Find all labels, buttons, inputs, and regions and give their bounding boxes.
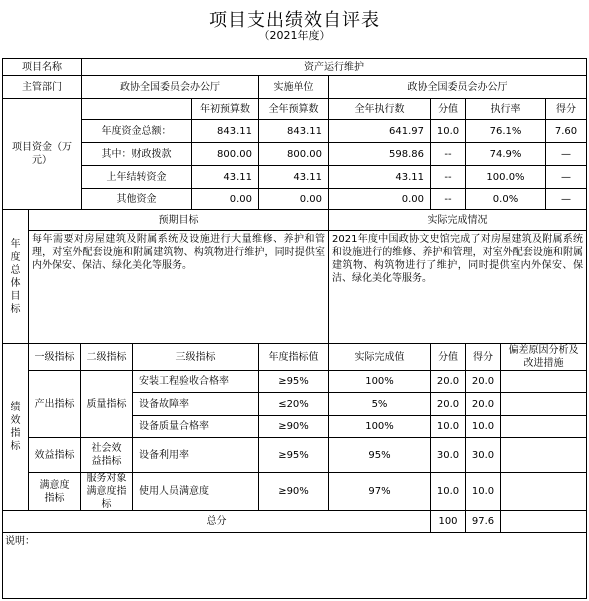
perf-row-level3: 安装工程验收合格率	[132, 370, 259, 393]
funds-row-annual: 43.11	[258, 165, 329, 189]
funds-row-executed: 641.97	[328, 119, 431, 143]
perf-row-score: 30.0	[465, 437, 501, 473]
perf-row-note	[500, 392, 587, 416]
funds-row-name: 其中：财政拨款	[81, 142, 192, 166]
perf-row-actual: 97%	[328, 472, 431, 511]
funds-row-rate: 76.1%	[465, 119, 546, 143]
total-score: 97.6	[465, 510, 501, 533]
funds-row-name: 上年结转资金	[81, 165, 192, 189]
expected-goals-text: 每年需要对房屋建筑及附属系统及设施进行大量维修、养护和管理，对室外配套设施和附属建筑物、构筑物进行维护，同时提供室内外保安、保洁、绿化美化等服务。	[32, 234, 325, 271]
total-note	[500, 510, 587, 533]
funds-row-weight: --	[430, 188, 466, 210]
page-title: 项目支出绩效自评表	[209, 10, 380, 31]
actual-completion-text: 2021年度中国政协文史馆完成了对房屋建筑及附属系统和设施进行的维修、养护和管理，对室外配套设施和附属建筑物、构筑物进行了维护，同时提供室内外保安、保洁、绿化美化等服务。	[332, 234, 583, 284]
funds-row-initial: 43.11	[191, 165, 259, 189]
perf-row-weight: 20.0	[430, 392, 466, 416]
perf-row-note	[500, 472, 587, 511]
perf-row-target: ≥95%	[258, 370, 329, 393]
funds-header-executed: 全年执行数	[328, 98, 431, 120]
perf-level2-service: 服务对象满意度指标	[80, 472, 133, 511]
perf-row-actual: 100%	[328, 370, 431, 393]
perf-header-actual: 实际完成值	[328, 343, 431, 371]
perf-row-level3: 设备故障率	[132, 392, 259, 416]
perf-header-score: 得分	[465, 343, 501, 371]
total-label: 总分	[2, 510, 431, 533]
funds-row-score: —	[545, 165, 587, 189]
perf-row-weight: 30.0	[430, 437, 466, 473]
funds-row-annual: 0.00	[258, 188, 329, 210]
funds-row-initial: 0.00	[191, 188, 259, 210]
perf-label: 绩效指标	[2, 343, 29, 511]
funds-row-rate: 74.9%	[465, 142, 546, 166]
dept-value: 政协全国委员会办公厅	[81, 75, 259, 99]
funds-row-initial: 843.11	[191, 119, 259, 143]
funds-header-weight: 分值	[430, 98, 466, 120]
funds-header-annual: 全年预算数	[258, 98, 329, 120]
project-name-label: 项目名称	[2, 58, 82, 76]
total-weight: 100	[430, 510, 466, 533]
perf-row-target: ≥95%	[258, 437, 329, 473]
funds-row-initial: 800.00	[191, 142, 259, 166]
implementing-unit-value: 政协全国委员会办公厅	[328, 75, 587, 99]
funds-row-weight: --	[430, 165, 466, 189]
annual-goals-label: 年度总体目标	[2, 209, 29, 344]
perf-header-target: 年度指标值	[258, 343, 329, 371]
perf-row-score: 20.0	[465, 370, 501, 393]
actual-completion-header: 实际完成情况	[328, 209, 587, 231]
perf-row-score: 10.0	[465, 415, 501, 438]
notes-label: 说明：	[5, 536, 35, 547]
perf-row-note	[500, 437, 587, 473]
perf-level2-quality: 质量指标	[80, 370, 133, 438]
funds-label: 项目资金（万元）	[2, 98, 82, 210]
funds-row-name: 年度资金总额：	[81, 119, 192, 143]
perf-row-actual: 5%	[328, 392, 431, 416]
perf-level2-social: 社会效益指标	[80, 437, 133, 473]
perf-row-level3: 使用人员满意度	[132, 472, 259, 511]
funds-row-annual: 843.11	[258, 119, 329, 143]
funds-header-initial: 年初预算数	[191, 98, 259, 120]
funds-row-annual: 800.00	[258, 142, 329, 166]
perf-header-weight: 分值	[430, 343, 466, 371]
funds-row-score: 7.60	[545, 119, 587, 143]
perf-row-note	[500, 415, 587, 438]
perf-level1-benefit: 效益指标	[28, 437, 81, 473]
funds-row-score: —	[545, 142, 587, 166]
perf-row-target: ≤20%	[258, 392, 329, 416]
funds-row-rate: 100.0%	[465, 165, 546, 189]
expected-goals-header: 预期目标	[28, 209, 329, 231]
perf-level1-output: 产出指标	[28, 370, 81, 438]
perf-row-target: ≥90%	[258, 415, 329, 438]
perf-row-target: ≥90%	[258, 472, 329, 511]
funds-header-blank	[81, 98, 192, 120]
perf-row-actual: 95%	[328, 437, 431, 473]
perf-row-score: 20.0	[465, 392, 501, 416]
perf-row-level3: 设备质量合格率	[132, 415, 259, 438]
perf-row-note	[500, 370, 587, 393]
project-name-value: 资产运行维护	[81, 58, 587, 76]
page-subtitle: （2021年度）	[258, 29, 331, 42]
perf-row-score: 10.0	[465, 472, 501, 511]
perf-header-level2: 二级指标	[80, 343, 133, 371]
perf-header-level1: 一级指标	[28, 343, 81, 371]
funds-row-weight: 10.0	[430, 119, 466, 143]
perf-level1-satisfaction: 满意度指标	[28, 472, 81, 511]
perf-row-actual: 100%	[328, 415, 431, 438]
funds-row-name: 其他资金	[81, 188, 192, 210]
dept-label: 主管部门	[2, 75, 82, 99]
funds-row-rate: 0.0%	[465, 188, 546, 210]
perf-row-level3: 设备利用率	[132, 437, 259, 473]
perf-header-level3: 三级指标	[132, 343, 259, 371]
perf-row-weight: 10.0	[430, 472, 466, 511]
perf-row-weight: 10.0	[430, 415, 466, 438]
funds-row-executed: 0.00	[328, 188, 431, 210]
funds-row-score: —	[545, 188, 587, 210]
perf-row-weight: 20.0	[430, 370, 466, 393]
funds-row-executed: 43.11	[328, 165, 431, 189]
funds-header-score: 得分	[545, 98, 587, 120]
funds-header-rate: 执行率	[465, 98, 546, 120]
funds-row-executed: 598.86	[328, 142, 431, 166]
funds-row-weight: --	[430, 142, 466, 166]
implementing-unit-label: 实施单位	[258, 75, 329, 99]
perf-header-note: 偏差原因分析及改进措施	[500, 343, 587, 371]
